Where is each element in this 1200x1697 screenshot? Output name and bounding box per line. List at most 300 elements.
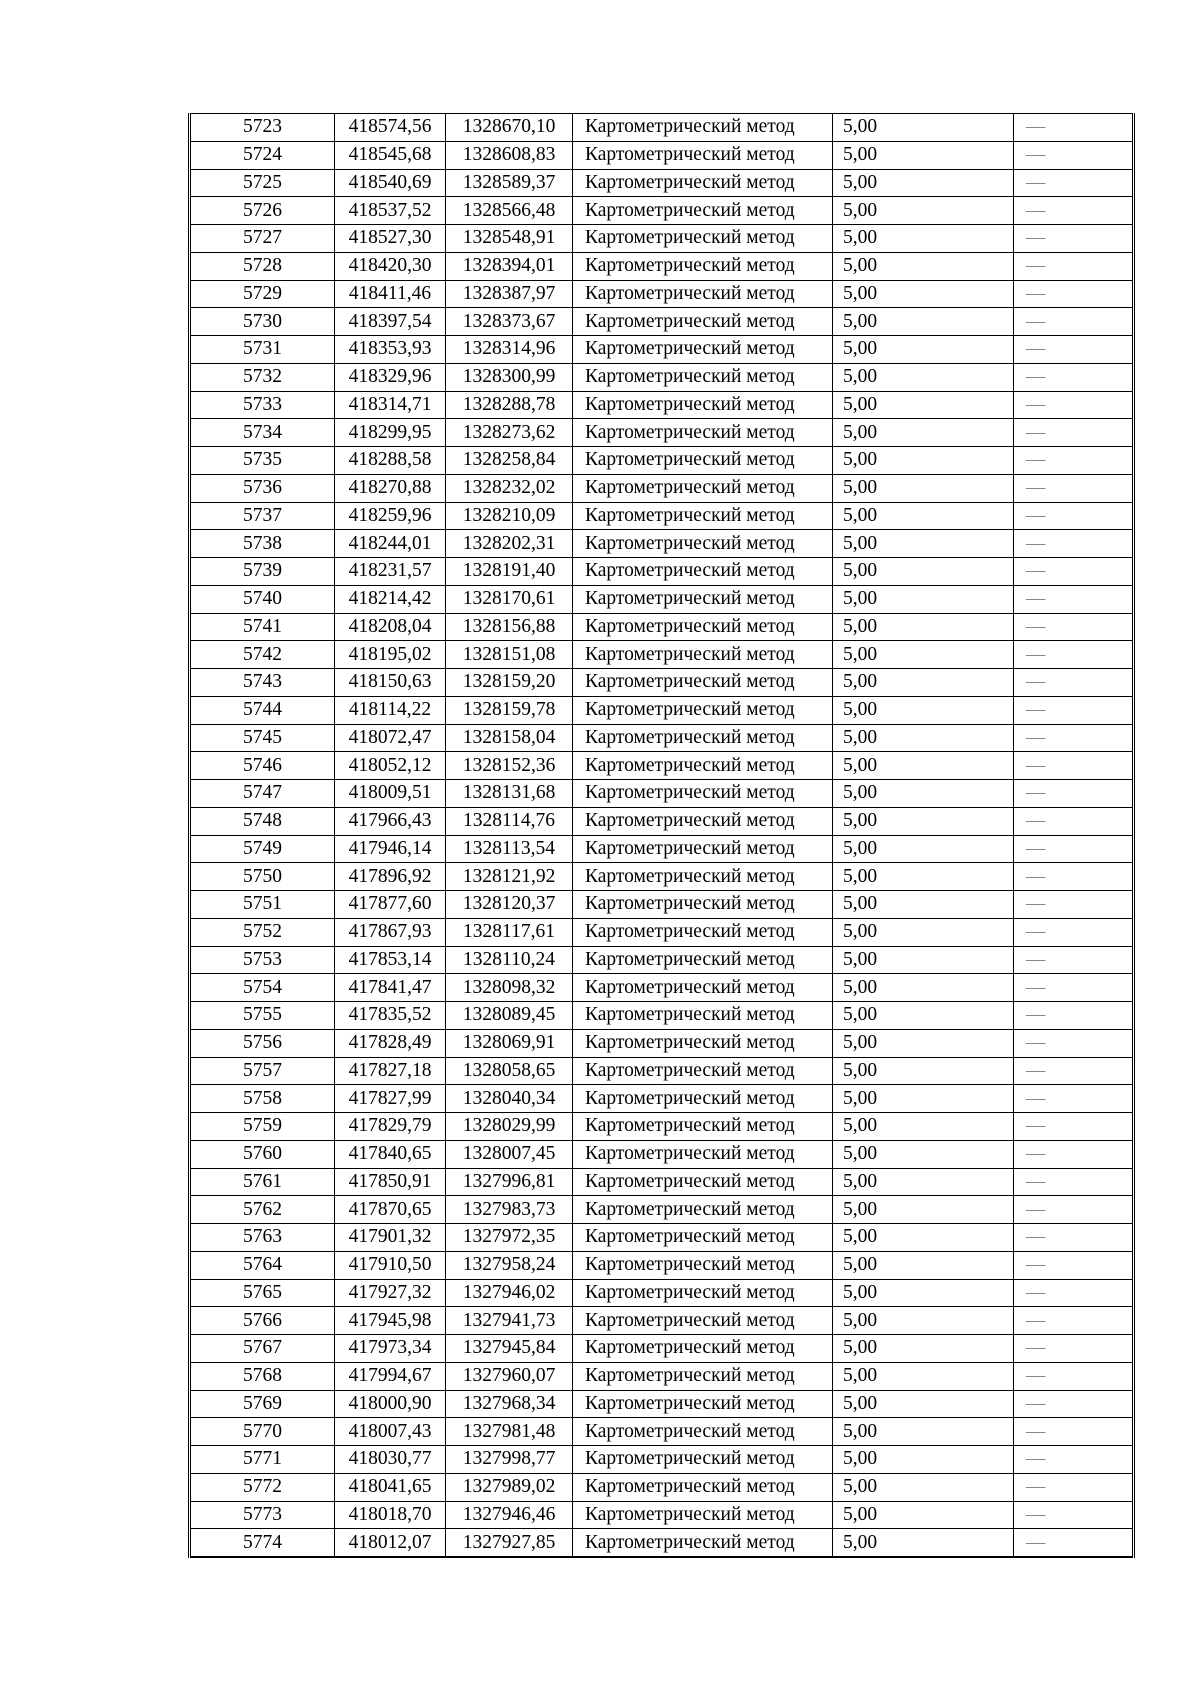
method-cell: Картометрический метод [573, 336, 833, 364]
x-coordinate-cell: 417841,47 [335, 974, 446, 1002]
y-coordinate-cell: 1328159,20 [446, 669, 573, 697]
y-coordinate-cell: 1328394,01 [446, 252, 573, 280]
x-coordinate-cell: 417867,93 [335, 918, 446, 946]
x-coordinate-cell: 418195,02 [335, 641, 446, 669]
x-coordinate-cell: 418411,46 [335, 280, 446, 308]
y-coordinate-cell: 1328589,37 [446, 169, 573, 197]
point-number-cell: 5771 [190, 1446, 335, 1474]
description-cell: — [1014, 807, 1134, 835]
precision-cell: 5,00 [833, 1362, 1014, 1390]
table-row [190, 918, 1134, 946]
description-cell: — [1014, 1446, 1134, 1474]
x-coordinate-cell: 418259,96 [335, 502, 446, 530]
y-coordinate-cell: 1327981,48 [446, 1418, 573, 1446]
point-number-cell: 5753 [190, 946, 335, 974]
y-coordinate-cell: 1328566,48 [446, 197, 573, 225]
precision-cell: 5,00 [833, 1446, 1014, 1474]
description-cell: — [1014, 169, 1134, 197]
y-coordinate-cell: 1327941,73 [446, 1307, 573, 1335]
precision-cell: 5,00 [833, 1224, 1014, 1252]
method-cell: Картометрический метод [573, 752, 833, 780]
precision-cell: 5,00 [833, 1390, 1014, 1418]
table-row [190, 1196, 1134, 1224]
x-coordinate-cell: 418574,56 [335, 114, 446, 142]
table-row [190, 613, 1134, 641]
method-cell: Картометрический метод [573, 1002, 833, 1030]
point-number-cell: 5759 [190, 1113, 335, 1141]
description-cell: — [1014, 502, 1134, 530]
precision-cell: 5,00 [833, 336, 1014, 364]
table-row [190, 669, 1134, 697]
table-row [190, 724, 1134, 752]
point-number-cell: 5735 [190, 447, 335, 475]
point-number-cell: 5743 [190, 669, 335, 697]
description-cell: — [1014, 1279, 1134, 1307]
description-cell: — [1014, 1196, 1134, 1224]
precision-cell: 5,00 [833, 807, 1014, 835]
description-cell: — [1014, 1085, 1134, 1113]
x-coordinate-cell: 418072,47 [335, 724, 446, 752]
precision-cell: 5,00 [833, 252, 1014, 280]
y-coordinate-cell: 1328608,83 [446, 141, 573, 169]
y-coordinate-cell: 1328121,92 [446, 863, 573, 891]
method-cell: Картометрический метод [573, 1307, 833, 1335]
table-row [190, 530, 1134, 558]
x-coordinate-cell: 418052,12 [335, 752, 446, 780]
description-cell: — [1014, 835, 1134, 863]
precision-cell: 5,00 [833, 752, 1014, 780]
point-number-cell: 5746 [190, 752, 335, 780]
table-row [190, 336, 1134, 364]
y-coordinate-cell: 1327983,73 [446, 1196, 573, 1224]
description-cell: — [1014, 280, 1134, 308]
method-cell: Картометрический метод [573, 141, 833, 169]
precision-cell: 5,00 [833, 141, 1014, 169]
x-coordinate-cell: 418208,04 [335, 613, 446, 641]
table-row [190, 252, 1134, 280]
table-row [190, 1335, 1134, 1363]
point-number-cell: 5734 [190, 419, 335, 447]
precision-cell: 5,00 [833, 1002, 1014, 1030]
method-cell: Картометрический метод [573, 835, 833, 863]
y-coordinate-cell: 1328232,02 [446, 474, 573, 502]
point-number-cell: 5724 [190, 141, 335, 169]
method-cell: Картометрический метод [573, 197, 833, 225]
method-cell: Картометрический метод [573, 1279, 833, 1307]
point-number-cell: 5740 [190, 585, 335, 613]
description-cell: — [1014, 1168, 1134, 1196]
precision-cell: 5,00 [833, 585, 1014, 613]
method-cell: Картометрический метод [573, 641, 833, 669]
method-cell: Картометрический метод [573, 1251, 833, 1279]
method-cell: Картометрический метод [573, 1501, 833, 1529]
point-number-cell: 5744 [190, 696, 335, 724]
x-coordinate-cell: 418420,30 [335, 252, 446, 280]
point-number-cell: 5725 [190, 169, 335, 197]
coordinates-table [188, 113, 1135, 1558]
table-row [190, 1418, 1134, 1446]
x-coordinate-cell: 417945,98 [335, 1307, 446, 1335]
precision-cell: 5,00 [833, 391, 1014, 419]
y-coordinate-cell: 1328058,65 [446, 1057, 573, 1085]
description-cell: — [1014, 585, 1134, 613]
y-coordinate-cell: 1328114,76 [446, 807, 573, 835]
x-coordinate-cell: 418009,51 [335, 780, 446, 808]
precision-cell: 5,00 [833, 308, 1014, 336]
y-coordinate-cell: 1328159,78 [446, 696, 573, 724]
point-number-cell: 5730 [190, 308, 335, 336]
point-number-cell: 5729 [190, 280, 335, 308]
point-number-cell: 5731 [190, 336, 335, 364]
precision-cell: 5,00 [833, 724, 1014, 752]
x-coordinate-cell: 417853,14 [335, 946, 446, 974]
y-coordinate-cell: 1327960,07 [446, 1362, 573, 1390]
y-coordinate-cell: 1328156,88 [446, 613, 573, 641]
method-cell: Картометрический метод [573, 585, 833, 613]
description-cell: — [1014, 780, 1134, 808]
x-coordinate-cell: 417994,67 [335, 1362, 446, 1390]
x-coordinate-cell: 418018,70 [335, 1501, 446, 1529]
x-coordinate-cell: 417896,92 [335, 863, 446, 891]
description-cell: — [1014, 974, 1134, 1002]
description-cell: — [1014, 724, 1134, 752]
y-coordinate-cell: 1328314,96 [446, 336, 573, 364]
precision-cell: 5,00 [833, 1307, 1014, 1335]
method-cell: Картометрический метод [573, 1140, 833, 1168]
precision-cell: 5,00 [833, 1529, 1014, 1557]
description-cell: — [1014, 752, 1134, 780]
table-row [190, 197, 1134, 225]
method-cell: Картометрический метод [573, 918, 833, 946]
point-number-cell: 5749 [190, 835, 335, 863]
y-coordinate-cell: 1328113,54 [446, 835, 573, 863]
method-cell: Картометрический метод [573, 419, 833, 447]
precision-cell: 5,00 [833, 1251, 1014, 1279]
point-number-cell: 5768 [190, 1362, 335, 1390]
x-coordinate-cell: 417870,65 [335, 1196, 446, 1224]
method-cell: Картометрический метод [573, 1362, 833, 1390]
table-row [190, 752, 1134, 780]
description-cell: — [1014, 1418, 1134, 1446]
point-number-cell: 5742 [190, 641, 335, 669]
y-coordinate-cell: 1328548,91 [446, 225, 573, 253]
method-cell: Картометрический метод [573, 502, 833, 530]
description-cell: — [1014, 363, 1134, 391]
x-coordinate-cell: 417835,52 [335, 1002, 446, 1030]
table-row [190, 1140, 1134, 1168]
method-cell: Картометрический метод [573, 558, 833, 586]
y-coordinate-cell: 1328158,04 [446, 724, 573, 752]
description-cell: — [1014, 1002, 1134, 1030]
y-coordinate-cell: 1328273,62 [446, 419, 573, 447]
description-cell: — [1014, 1529, 1134, 1557]
table-row [190, 141, 1134, 169]
point-number-cell: 5755 [190, 1002, 335, 1030]
y-coordinate-cell: 1327989,02 [446, 1473, 573, 1501]
table-row [190, 1362, 1134, 1390]
description-cell: — [1014, 696, 1134, 724]
table-row [190, 1168, 1134, 1196]
x-coordinate-cell: 418244,01 [335, 530, 446, 558]
y-coordinate-cell: 1328288,78 [446, 391, 573, 419]
precision-cell: 5,00 [833, 419, 1014, 447]
point-number-cell: 5733 [190, 391, 335, 419]
method-cell: Картометрический метод [573, 974, 833, 1002]
y-coordinate-cell: 1328117,61 [446, 918, 573, 946]
y-coordinate-cell: 1328098,32 [446, 974, 573, 1002]
precision-cell: 5,00 [833, 474, 1014, 502]
y-coordinate-cell: 1328670,10 [446, 114, 573, 142]
method-cell: Картометрический метод [573, 1446, 833, 1474]
table-row [190, 114, 1134, 142]
point-number-cell: 5764 [190, 1251, 335, 1279]
table-row [190, 391, 1134, 419]
table-row [190, 447, 1134, 475]
point-number-cell: 5726 [190, 197, 335, 225]
description-cell: — [1014, 1029, 1134, 1057]
y-coordinate-cell: 1328300,99 [446, 363, 573, 391]
precision-cell: 5,00 [833, 447, 1014, 475]
description-cell: — [1014, 1335, 1134, 1363]
method-cell: Картометрический метод [573, 530, 833, 558]
method-cell: Картометрический метод [573, 946, 833, 974]
method-cell: Картометрический метод [573, 1224, 833, 1252]
y-coordinate-cell: 1328007,45 [446, 1140, 573, 1168]
x-coordinate-cell: 417973,34 [335, 1335, 446, 1363]
x-coordinate-cell: 418353,93 [335, 336, 446, 364]
description-cell: — [1014, 308, 1134, 336]
x-coordinate-cell: 418314,71 [335, 391, 446, 419]
table-row [190, 474, 1134, 502]
x-coordinate-cell: 418288,58 [335, 447, 446, 475]
precision-cell: 5,00 [833, 918, 1014, 946]
description-cell: — [1014, 197, 1134, 225]
x-coordinate-cell: 418540,69 [335, 169, 446, 197]
method-cell: Картометрический метод [573, 1029, 833, 1057]
table-row [190, 558, 1134, 586]
description-cell: — [1014, 419, 1134, 447]
table-row [190, 1029, 1134, 1057]
point-number-cell: 5769 [190, 1390, 335, 1418]
point-number-cell: 5750 [190, 863, 335, 891]
point-number-cell: 5757 [190, 1057, 335, 1085]
precision-cell: 5,00 [833, 1335, 1014, 1363]
x-coordinate-cell: 418041,65 [335, 1473, 446, 1501]
y-coordinate-cell: 1328151,08 [446, 641, 573, 669]
point-number-cell: 5747 [190, 780, 335, 808]
precision-cell: 5,00 [833, 641, 1014, 669]
point-number-cell: 5772 [190, 1473, 335, 1501]
method-cell: Картометрический метод [573, 1168, 833, 1196]
table-row [190, 946, 1134, 974]
description-cell: — [1014, 1390, 1134, 1418]
table-row [190, 419, 1134, 447]
table-row [190, 696, 1134, 724]
y-coordinate-cell: 1328120,37 [446, 891, 573, 919]
y-coordinate-cell: 1328089,45 [446, 1002, 573, 1030]
description-cell: — [1014, 1113, 1134, 1141]
point-number-cell: 5737 [190, 502, 335, 530]
y-coordinate-cell: 1327927,85 [446, 1529, 573, 1557]
description-cell: — [1014, 1307, 1134, 1335]
y-coordinate-cell: 1328191,40 [446, 558, 573, 586]
y-coordinate-cell: 1327968,34 [446, 1390, 573, 1418]
x-coordinate-cell: 417901,32 [335, 1224, 446, 1252]
precision-cell: 5,00 [833, 1168, 1014, 1196]
x-coordinate-cell: 418114,22 [335, 696, 446, 724]
y-coordinate-cell: 1327996,81 [446, 1168, 573, 1196]
point-number-cell: 5774 [190, 1529, 335, 1557]
method-cell: Картометрический метод [573, 863, 833, 891]
method-cell: Картометрический метод [573, 891, 833, 919]
precision-cell: 5,00 [833, 502, 1014, 530]
x-coordinate-cell: 417910,50 [335, 1251, 446, 1279]
y-coordinate-cell: 1328373,67 [446, 308, 573, 336]
coordinates-table-body [190, 114, 1134, 1558]
method-cell: Картометрический метод [573, 225, 833, 253]
point-number-cell: 5763 [190, 1224, 335, 1252]
description-cell: — [1014, 1224, 1134, 1252]
table-row [190, 1224, 1134, 1252]
x-coordinate-cell: 418299,95 [335, 419, 446, 447]
precision-cell: 5,00 [833, 613, 1014, 641]
precision-cell: 5,00 [833, 863, 1014, 891]
y-coordinate-cell: 1327998,77 [446, 1446, 573, 1474]
method-cell: Картометрический метод [573, 114, 833, 142]
method-cell: Картометрический метод [573, 363, 833, 391]
table-row [190, 169, 1134, 197]
precision-cell: 5,00 [833, 1501, 1014, 1529]
table-row [190, 1057, 1134, 1085]
table-row [190, 280, 1134, 308]
method-cell: Картометрический метод [573, 252, 833, 280]
description-cell: — [1014, 141, 1134, 169]
table-row [190, 1390, 1134, 1418]
x-coordinate-cell: 417840,65 [335, 1140, 446, 1168]
method-cell: Картометрический метод [573, 1390, 833, 1418]
point-number-cell: 5741 [190, 613, 335, 641]
precision-cell: 5,00 [833, 1057, 1014, 1085]
description-cell: — [1014, 891, 1134, 919]
precision-cell: 5,00 [833, 280, 1014, 308]
x-coordinate-cell: 418030,77 [335, 1446, 446, 1474]
point-number-cell: 5756 [190, 1029, 335, 1057]
table-row [190, 835, 1134, 863]
x-coordinate-cell: 418000,90 [335, 1390, 446, 1418]
description-cell: — [1014, 447, 1134, 475]
table-row [190, 502, 1134, 530]
y-coordinate-cell: 1327972,35 [446, 1224, 573, 1252]
method-cell: Картометрический метод [573, 447, 833, 475]
point-number-cell: 5752 [190, 918, 335, 946]
x-coordinate-cell: 417829,79 [335, 1113, 446, 1141]
precision-cell: 5,00 [833, 891, 1014, 919]
table-row [190, 308, 1134, 336]
point-number-cell: 5736 [190, 474, 335, 502]
table-row [190, 1113, 1134, 1141]
point-number-cell: 5767 [190, 1335, 335, 1363]
x-coordinate-cell: 418270,88 [335, 474, 446, 502]
x-coordinate-cell: 417827,99 [335, 1085, 446, 1113]
point-number-cell: 5760 [190, 1140, 335, 1168]
point-number-cell: 5758 [190, 1085, 335, 1113]
x-coordinate-cell: 417828,49 [335, 1029, 446, 1057]
point-number-cell: 5727 [190, 225, 335, 253]
point-number-cell: 5745 [190, 724, 335, 752]
point-number-cell: 5761 [190, 1168, 335, 1196]
precision-cell: 5,00 [833, 974, 1014, 1002]
precision-cell: 5,00 [833, 696, 1014, 724]
x-coordinate-cell: 418012,07 [335, 1529, 446, 1557]
method-cell: Картометрический метод [573, 1418, 833, 1446]
method-cell: Картометрический метод [573, 169, 833, 197]
point-number-cell: 5754 [190, 974, 335, 1002]
description-cell: — [1014, 114, 1134, 142]
y-coordinate-cell: 1328131,68 [446, 780, 573, 808]
method-cell: Картометрический метод [573, 613, 833, 641]
point-number-cell: 5751 [190, 891, 335, 919]
x-coordinate-cell: 417827,18 [335, 1057, 446, 1085]
description-cell: — [1014, 669, 1134, 697]
precision-cell: 5,00 [833, 1140, 1014, 1168]
precision-cell: 5,00 [833, 1113, 1014, 1141]
x-coordinate-cell: 418214,42 [335, 585, 446, 613]
description-cell: — [1014, 613, 1134, 641]
table-row [190, 1473, 1134, 1501]
x-coordinate-cell: 417946,14 [335, 835, 446, 863]
y-coordinate-cell: 1327946,02 [446, 1279, 573, 1307]
point-number-cell: 5739 [190, 558, 335, 586]
table-row [190, 1085, 1134, 1113]
method-cell: Картометрический метод [573, 1113, 833, 1141]
point-number-cell: 5738 [190, 530, 335, 558]
method-cell: Картометрический метод [573, 1473, 833, 1501]
method-cell: Картометрический метод [573, 807, 833, 835]
description-cell: — [1014, 530, 1134, 558]
precision-cell: 5,00 [833, 558, 1014, 586]
description-cell: — [1014, 391, 1134, 419]
precision-cell: 5,00 [833, 169, 1014, 197]
x-coordinate-cell: 418329,96 [335, 363, 446, 391]
precision-cell: 5,00 [833, 1279, 1014, 1307]
x-coordinate-cell: 418397,54 [335, 308, 446, 336]
precision-cell: 5,00 [833, 1029, 1014, 1057]
point-number-cell: 5766 [190, 1307, 335, 1335]
x-coordinate-cell: 418527,30 [335, 225, 446, 253]
table-row [190, 1501, 1134, 1529]
point-number-cell: 5765 [190, 1279, 335, 1307]
point-number-cell: 5732 [190, 363, 335, 391]
method-cell: Картометрический метод [573, 308, 833, 336]
y-coordinate-cell: 1327945,84 [446, 1335, 573, 1363]
table-row [190, 225, 1134, 253]
table-row [190, 974, 1134, 1002]
precision-cell: 5,00 [833, 1085, 1014, 1113]
description-cell: — [1014, 252, 1134, 280]
table-row [190, 363, 1134, 391]
method-cell: Картометрический метод [573, 1335, 833, 1363]
x-coordinate-cell: 418007,43 [335, 1418, 446, 1446]
method-cell: Картометрический метод [573, 1085, 833, 1113]
description-cell: — [1014, 1473, 1134, 1501]
x-coordinate-cell: 418545,68 [335, 141, 446, 169]
precision-cell: 5,00 [833, 780, 1014, 808]
description-cell: — [1014, 1140, 1134, 1168]
precision-cell: 5,00 [833, 197, 1014, 225]
table-row [190, 780, 1134, 808]
table-row [190, 1251, 1134, 1279]
point-number-cell: 5748 [190, 807, 335, 835]
